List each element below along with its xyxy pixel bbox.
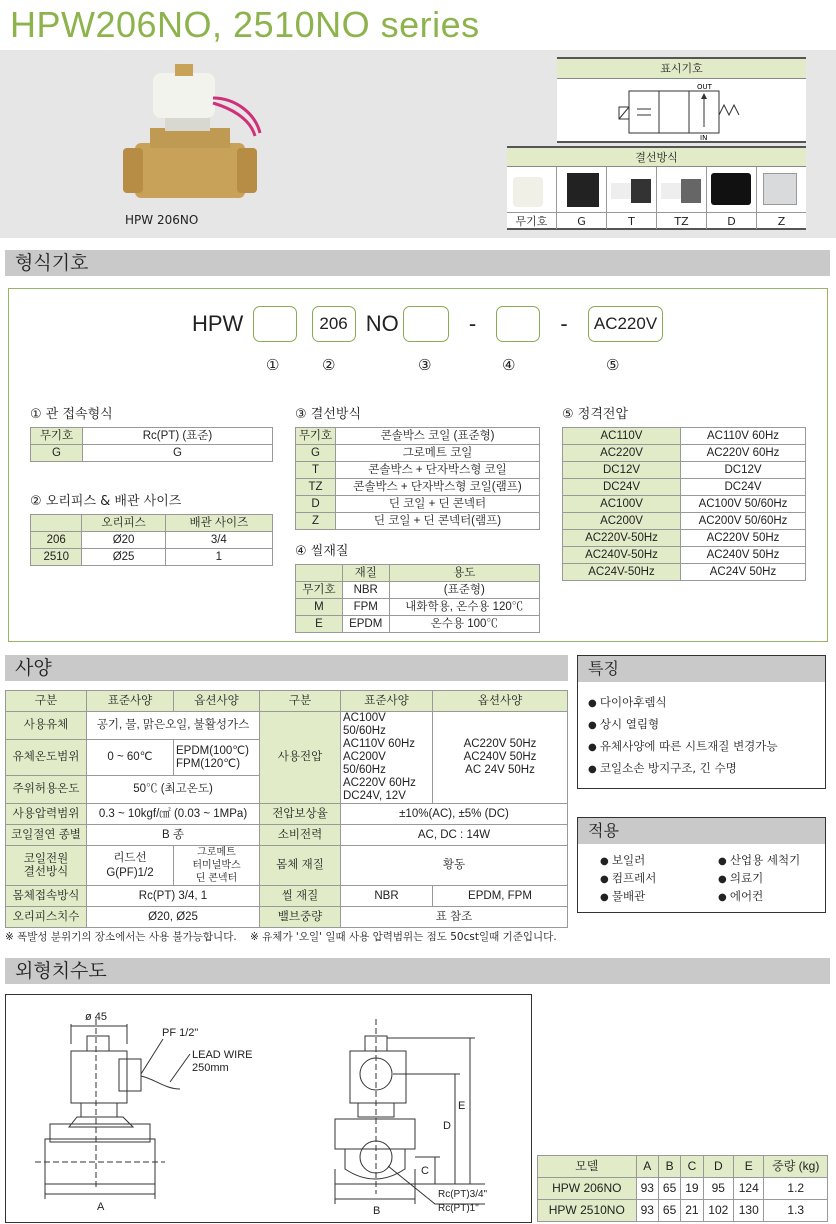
label-e: E [458,1100,466,1112]
table-row [563,496,806,513]
table3-title: ③ 결선방식 [295,407,362,422]
code-box-4 [496,306,540,342]
table-cell: AC240V-50Hz [563,547,681,564]
label-rc34: Rc(PT)3/4" [438,1189,488,1200]
applications-header: 적용 [578,818,825,844]
spec-label: 밸브중량 [260,907,341,928]
feature-item: ● 상시 열림형 [588,714,825,736]
table-cell: HPW 206NO [538,1178,637,1200]
spec-line: 터미널박스 [192,860,241,871]
spec-value: 표 참조 [341,907,568,928]
table-row [296,496,540,513]
table-row [538,1178,828,1200]
feature-item: ● 코일소손 방지구조, 긴 수명 [588,758,825,780]
table-cell: AC110V 60Hz [681,428,806,445]
wiring-header: 결선방식 [507,148,806,167]
in-label: IN [700,134,708,141]
table-row [563,513,806,530]
coil-terminal-image [607,167,657,212]
table-cell: 무기호 [296,582,343,599]
voltage-item: AC 24V 50Hz [465,764,535,776]
table-cell: G [31,445,83,462]
section-dimensions: 외형치수도 [5,958,830,984]
table-cell: 3/4 [165,532,272,549]
spec-value [174,846,260,886]
model-code-tables [30,403,810,633]
code-box-2: 206 [312,306,356,342]
spec-table [5,690,568,928]
table-row [563,547,806,564]
table-cell: AC220V 50Hz [681,530,806,547]
spec-line: 딘 콘넥터 [195,873,238,884]
spec-label: 주위허용온도 [6,776,87,804]
table-cell: AC24V-50Hz [563,564,681,581]
spec-value: Rc(PT) 3/4, 1 [87,886,260,907]
spec-label: 몸체 재질 [260,846,341,886]
spec-head: 옵션사양 [433,691,568,712]
spec-label: 코일절연 종별 [6,825,87,846]
table-row [296,462,540,479]
table-row [31,549,273,566]
spec-line: 그로메트 [197,847,236,858]
application-item: ● 산업용 세척기 [718,852,825,870]
coil-grommet-image [557,167,607,212]
table-cell: 19 [681,1178,703,1200]
label-lead-wire: LEAD WIRE [192,1049,253,1061]
table-row [563,564,806,581]
table-cell: 1.3 [764,1200,828,1222]
spec-head: 옵션사양 [174,691,260,712]
wiring-label: G [557,213,607,229]
table-cell: AC200V 50/60Hz [681,513,806,530]
product-caption: HPW 206NO [125,213,199,227]
table-header: 오리피스 [82,515,165,532]
table-cell: DC24V [563,479,681,496]
table-cell: 124 [734,1178,764,1200]
table-header: 용도 [389,565,539,582]
spec-value: ±10%(AC), ±5% (DC) [341,804,568,825]
table-cell: 그로메트 코일 [336,445,540,462]
table-cell: 딘 코일 + 딘 콘넥터(램프) [336,513,540,530]
application-item: ● 컴프레서 [600,870,718,888]
voltage-item: AC110V 60Hz [343,738,416,750]
table-cell: 내화학용, 온수용 120℃ [389,599,539,616]
table-cell: 1 [165,549,272,566]
table-header: B [658,1156,680,1178]
table-cell: M [296,599,343,616]
table-cell: FPM [342,599,389,616]
table-cell: D [296,496,336,513]
code-prefix: HPW [192,311,244,336]
spec-head: 표준사양 [341,691,433,712]
table-cell: HPW 2510NO [538,1200,637,1222]
table-row [296,428,540,445]
table-cell: Ø20 [82,532,165,549]
table-cell: 93 [636,1200,658,1222]
table-row [296,616,540,633]
table-row [296,582,540,599]
wiring-table [507,146,806,230]
label-a: A [97,1201,105,1213]
table-wiring [295,427,540,530]
spec-value: B 종 [87,825,260,846]
table-row [31,428,273,445]
table-cell: Z [296,513,336,530]
table-cell: 무기호 [31,428,83,445]
din-connector-lamp-image [757,167,806,212]
table-voltage [562,427,806,581]
code-num: ① [266,356,280,374]
label-pf: PF 1/2" [162,1027,199,1039]
spec-label: 사용압력범위 [6,804,87,825]
spec-line: FPM(120℃) [176,757,241,770]
table-cell: 93 [636,1178,658,1200]
table-cell: 21 [681,1200,703,1222]
code-box-3 [403,306,449,342]
table-cell: AC220V [563,445,681,462]
wiring-label: T [607,213,657,229]
table-cell: T [296,462,336,479]
wiring-label: 무기호 [507,213,557,229]
model-code [188,306,663,342]
voltage-std [341,712,433,804]
table-cell: 65 [658,1200,680,1222]
table-cell: AC100V 50/60Hz [681,496,806,513]
din-connector-image [707,167,757,212]
table-cell: AC220V 60Hz [681,445,806,462]
table-cell: 130 [734,1200,764,1222]
table-cell: 딘 코일 + 딘 콘넥터 [336,496,540,513]
voltage-item: AC100V 50/60Hz [343,712,386,737]
table-header: 재질 [342,565,389,582]
table-cell: Rc(PT) (표준) [83,428,273,445]
table-cell: 콘솔박스 코일 (표준형) [336,428,540,445]
label-d: D [443,1120,451,1132]
out-label: OUT [697,83,712,91]
dimension-table [537,1155,828,1222]
spec-label: 오리피스치수 [6,907,87,928]
spec-label: 사용유체 [6,712,87,740]
symbol-header: 표시기호 [557,59,806,79]
table-cell: E [296,616,343,633]
product-photo [95,58,275,208]
table-row [563,428,806,445]
spec-value: NBR [341,886,433,907]
spec-label: 사용전압 [260,712,341,804]
spec-value: 0 ~ 60℃ [87,740,174,776]
label-c: C [421,1165,429,1177]
table-header: A [636,1156,658,1178]
table-seal [295,564,540,633]
table5-title: ⑤ 정격전압 [562,407,629,422]
coil-terminal-lamp-image [657,167,707,212]
dimension-drawing [5,994,532,1224]
wiring-label: D [707,213,757,229]
label-b: B [373,1205,381,1217]
table4-title: ④ 씰재질 [295,544,349,559]
page-title: HPW206NO, 2510NO series [10,4,480,45]
table-cell: G [296,445,336,462]
voltage-item: DC24V, 12V [343,790,406,802]
table-cell: EPDM [342,616,389,633]
spec-value: Ø20, Ø25 [87,907,260,928]
table-cell: AC220V-50Hz [563,530,681,547]
spec-value: 공기, 물, 맑은오일, 불활성가스 [87,712,260,740]
table-cell: Ø25 [82,549,165,566]
code-num: ③ [418,356,432,374]
spec-label: 유체온도범위 [6,740,87,776]
code-num: ④ [502,356,516,374]
table-cell: 무기호 [296,428,336,445]
table-header [296,565,343,582]
voltage-item: AC220V 50Hz [463,738,537,750]
table-header: D [703,1156,733,1178]
table-row [563,445,806,462]
table2-title: ② 오리피스 & 배관 사이즈 [30,494,182,509]
table-cell: 1.2 [764,1178,828,1200]
table-cell: DC12V [563,462,681,479]
spec-value: AC, DC : 14W [341,825,568,846]
voltage-item: AC220V 60Hz [343,777,416,789]
features-box [577,655,826,789]
table-cell: NBR [342,582,389,599]
spec-value: 50℃ (최고온도) [87,776,260,804]
table-cell: (표준형) [389,582,539,599]
table-cell: 2510 [31,549,82,566]
table-cell: DC24V [681,479,806,496]
table-row [563,462,806,479]
voltage-item: AC240V 50Hz [463,751,537,763]
application-item: ● 에어컨 [718,888,825,906]
table-header: E [734,1156,764,1178]
spec-head: 구분 [260,691,341,712]
section-spec: 사양 [5,655,568,681]
code-num: ② [322,356,336,374]
table-row [538,1200,828,1222]
valve-symbol-icon [557,79,806,141]
section-model-code: 형식기호 [5,250,830,276]
table-cell: AC200V [563,513,681,530]
table-cell: 102 [703,1200,733,1222]
code-box-5: AC220V [588,306,663,342]
application-item: ● 보일러 [600,852,718,870]
table1-title: ① 관 접속형식 [30,407,113,422]
table-row [296,479,540,496]
spec-value: EPDM, FPM [433,886,568,907]
spec-label: 소비전력 [260,825,341,846]
table-header: C [681,1156,703,1178]
spec-head: 표준사양 [87,691,174,712]
spec-line: 결선방식 [23,865,69,878]
table-header: 모델 [538,1156,637,1178]
table-row [563,479,806,496]
table-row [296,513,540,530]
spec-label [6,846,87,886]
feature-item: ● 유체사양에 따른 시트재질 변경가능 [588,736,825,758]
spec-value [174,740,260,776]
label-rc1: Rc(PT)1" [438,1203,479,1214]
symbol-box [557,57,806,143]
table-cell: DC12V [681,462,806,479]
wiring-label: TZ [657,213,707,229]
spec-label: 전압보상율 [260,804,341,825]
table-cell: AC100V [563,496,681,513]
voltage-opt [433,712,568,804]
table-row [31,445,273,462]
code-dash: - [468,311,477,336]
label-phi45: ø 45 [85,1011,108,1023]
spec-value: 0.3 ~ 10kgf/㎠ (0.03 ~ 1MPa) [87,804,260,825]
coil-standard-image [507,167,557,212]
table-connection [30,427,273,462]
table-cell: 65 [658,1178,680,1200]
wiring-label: Z [777,215,786,228]
spec-note: ※ 폭발성 분위기의 장소에서는 사용 불가능합니다. ※ 유체가 '오일' 일때 사용 압력범위는 점도 50cst일때 기준입니다. [5,931,557,943]
table-cell: 95 [703,1178,733,1200]
table-cell: AC240V 50Hz [681,547,806,564]
table-cell: AC110V [563,428,681,445]
feature-item: ● 다이아후렘식 [588,692,825,714]
spec-head: 구분 [6,691,87,712]
table-row [296,445,540,462]
code-mid: NO [365,311,399,336]
spec-label: 씰 재질 [260,886,341,907]
spec-value: 황동 [341,846,568,886]
code-num: ⑤ [606,356,620,374]
table-header [31,515,82,532]
application-item: ● 물배관 [600,888,718,906]
table-cell: 온수용 100℃ [389,616,539,633]
voltage-item: AC200V 50/60Hz [343,751,386,776]
table-header: 배관 사이즈 [165,515,272,532]
label-lead-length: 250mm [192,1062,229,1074]
spec-value: 리드선 G(PF)1/2 [87,846,174,886]
table-cell: 206 [31,532,82,549]
features-header: 특징 [578,656,825,682]
table-row [296,599,540,616]
code-box-1 [253,306,297,342]
code-dash: - [560,311,568,336]
table-orifice [30,514,273,566]
table-row [31,532,273,549]
table-row [563,530,806,547]
spec-line: 코일전원 [23,852,69,865]
applications-box [577,817,826,913]
table-cell: 콘솔박스 + 단자박스형 코일(램프) [336,479,540,496]
table-header: 중량 (kg) [764,1156,828,1178]
table-cell: AC24V 50Hz [681,564,806,581]
spec-line: EPDM(100℃) [176,744,249,757]
lower-section [5,655,830,1224]
application-item: ● 의료기 [718,870,825,888]
table-cell: G [83,445,273,462]
table-cell: 콘솔박스 + 단자박스형 코일 [336,462,540,479]
spec-label: 몸체접속방식 [6,886,87,907]
table-cell: TZ [296,479,336,496]
